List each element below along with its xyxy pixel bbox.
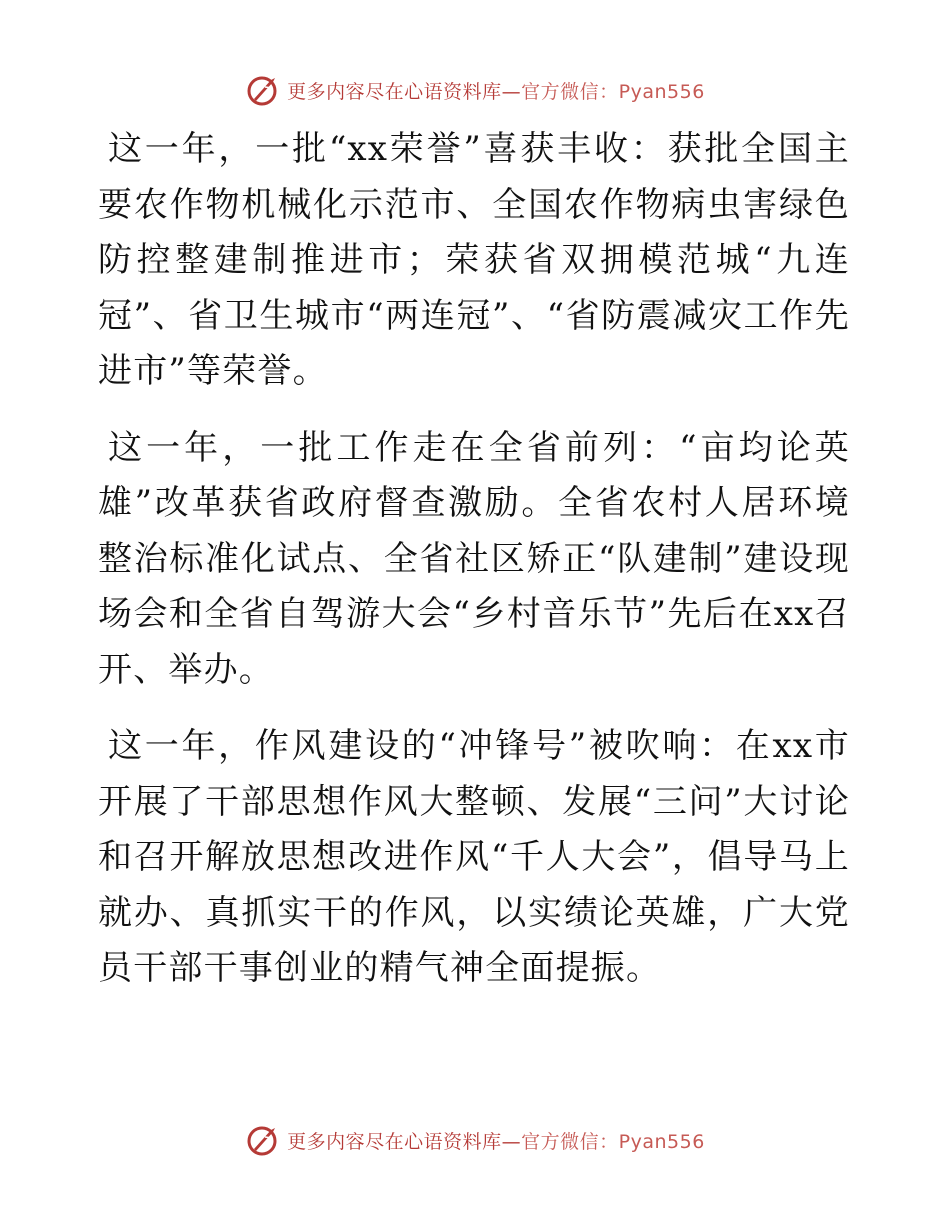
footer-watermark: [0, 1122, 950, 1158]
separator: —: [501, 80, 522, 103]
watermark-text: [287, 77, 705, 104]
watermark-text: [287, 1127, 705, 1154]
site-name: 更多内容尽在心语资料库: [287, 80, 502, 103]
separator: —: [501, 1130, 522, 1153]
document-body: [98, 122, 850, 1018]
wechat-label: 官方微信：Pyan556: [521, 80, 705, 103]
header-watermark: [0, 72, 950, 108]
paragraph-2: 这一年，一批工作走在全省前列：“亩均论英雄”改革获省政府督查激励。全省农村人居环境整治标准化试点、全省社区矫正“队建制”建设现场会和全省自驾游大会“乡村音乐节”先后在xx召开、举办。: [98, 427, 850, 690]
paragraph-1: 这一年，一批“xx荣誉”喜获丰收：获批全国主要农作物机械化示范市、全国农作物病虫害绿色防控整建制推进市；荣获省双拥模范城“九连冠”、省卫生城市“两连冠”、“省防震减灾工作先进市”等荣誉。: [98, 129, 850, 391]
wechat-label: 官方微信：Pyan556: [521, 1130, 705, 1153]
paragraph-3: 这一年，作风建设的“冲锋号”被吹响：在xx市开展了干部思想作风大整顿、发展“三问”大讨论和召开解放思想改进作风“千人大会”，倡导马上就办、真抓实干的作风，以实绩论英雄，广大党员干部干事创业的精气神全面提振。: [98, 726, 850, 988]
site-name: 更多内容尽在心语资料库: [287, 1130, 502, 1153]
quill-logo-icon: [245, 72, 281, 108]
quill-logo-icon: [245, 1122, 281, 1158]
